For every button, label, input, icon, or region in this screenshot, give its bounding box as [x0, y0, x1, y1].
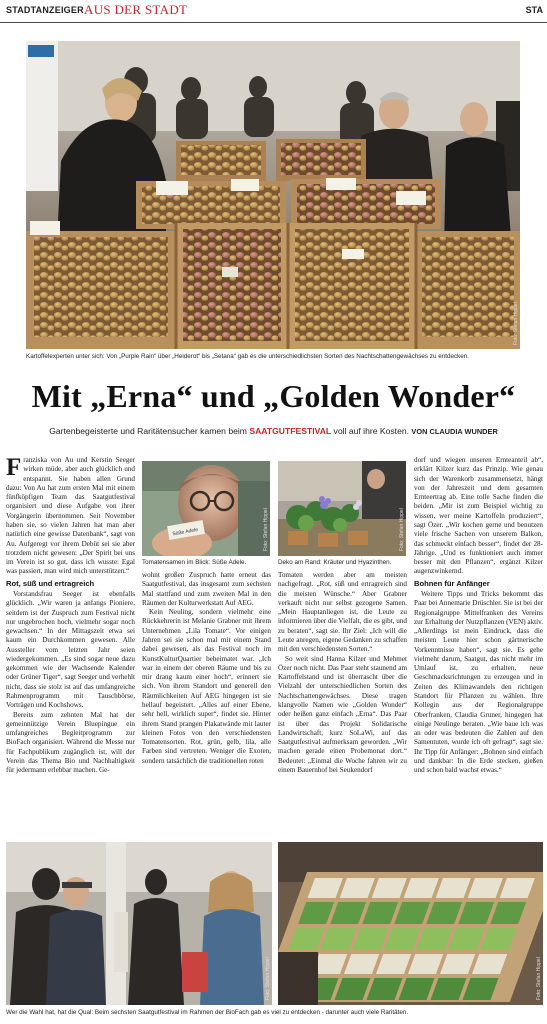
location-label: AUS DER STADT: [84, 2, 188, 17]
bottom-photo-right: [278, 842, 543, 1005]
article-column-3: [278, 571, 407, 836]
article-column-4: [414, 456, 543, 836]
herb-photo-credit: Foto: Stefan Hippel: [399, 508, 405, 551]
herb-photo-caption: Deko am Rand: Kräuter und Hyazinthen.: [278, 559, 392, 566]
article-column-1: [6, 456, 135, 836]
paragraph: dorf und wiegen unseren Ernteanteil ab“, erklärt Kilzer kurz das Prinzip. Wie genau sich der Warenkorb zusammensetzt, hängt von der Jahreszeit und dem gesamten Ernteertrag ab. Eine tolle Sache finden die beiden. „Mir ist zum Beispiel wichtig zu wissen, wer meine Kartoffeln produziert“, sagt Özer. „Wir kochen gerne und benutzen viele frische Sachen von unserem Balkon, das schmeckt einfach besser“, findet der 28-Jährige. „Und es funktioniert auch immer besser mit den Pflanzen“, ergänzt Kilzer augenzwinkernd.: [414, 456, 543, 576]
potato-market-illustration: [26, 41, 520, 349]
seed-packets-illustration: [278, 842, 543, 1005]
paragraph: Bereits zum zehnten Mal hat der gemeinnützige Verein Bluepingue ein umfangreiches Begleitprogramm zur BioFach organisiert. Während die Messe nur für Fachpublikum zugänglich ist, will der Verein das Thema Bio und Nachhaltigkeit für jedermann erlebbar machen. Ge-: [6, 710, 135, 775]
edition-label: STA: [525, 5, 543, 15]
paragraph: Kein Neuling, sondern vielmehr eine Rückkehrerin ist Melanie Grabner mit ihrem Unternehmen „Lila Tomate“. Vor einigen Jahren sei sie schon mal mit einem Stand dabei gewesen, als das Festival noch im KunstKulturQuartier beheimatet war. „Ich war in einem der oberen Räume und bis zu mir drang kaum einer hoch“, erinnert sie sich. Von ihrem Standort und generell den Räumlichkeiten Auf AEG hingegen ist sie hellauf begeistert. „Alles auf einer Ebene, sehr hell, wirklich super“, findet sie. Hinter ihrem Stand prangen Plakatwände mit lauter kleinen Fotos von den verschiedensten Tomatensorten. Rot, grün, gelb, lila, alle Farben sind vertreten. Weniger die Exoten, sondern tatsächlich die traditionellen roten: [142, 608, 271, 765]
subheading-rot-suess: Rot, süß und ertragreich: [6, 578, 95, 588]
subline-text-end: voll auf ihre Kosten.: [331, 426, 410, 436]
drop-cap: F: [6, 456, 22, 481]
bottom-left-credit: Foto: Stefan Hippel: [265, 957, 271, 1000]
seed-packet-label: Süße Adele: [172, 526, 199, 538]
subline-text: Gartenbegeisterte und Raritätensucher kamen beim: [49, 426, 250, 436]
crowd-illustration: [6, 842, 272, 1005]
main-photo-credit: Foto: Stefan Hippel: [513, 302, 519, 345]
article-column-2: [142, 571, 271, 836]
main-photo-caption: Kartoffelexperten unter sich: Von „Purple Rain“ über „Heiderot“ bis „Setana“ gab es die unterschiedlichsten Sorten des Nachtschattengewächses zu entdecken.: [26, 353, 470, 360]
subheading-bohnen: Bohnen für Anfänger: [414, 578, 490, 588]
page-header: [0, 0, 547, 23]
bottom-photo-caption: Wer die Wahl hat, hat die Qual: Beim sechsten Saatgutfestival im Rahmen der BioFach gab es viel zu entdecken - darunter auch viele Raritäten.: [6, 1009, 409, 1016]
paragraph: Weitere Tipps und Tricks bekommt das Paar bei Annemarie Drüschler. Sie ist bei der Regionalgruppe Mittelfranken des Vereins zur Erhaltung der Nutzpflanzen (VEN) aktiv. „Allerdings ist mein Eindruck, dass die meisten Leute hier schon gärtnerische Vorkenntnisse haben“, sagt sie. Es gehe vielmehr darum, Saatgut, das nicht mehr im Umlauf ist, zu erhalten, neue Geschmacksrichtungen zu erzeugen und in Zeiten des Klimawandels den richtigen Standort für Pflanzen zu wählen. Ihre Kollegin aus der Regionalgruppe Oberfranken, Claudia Gruner, hingegen hat einige Neulinge beraten. „Wie baue ich was an oder was bedeuten die Zahlen auf den Samentuten, wurde ich oft gefragt“, sagt sie. Ihr Tipp für Anfänger: „Bohnen sind einfach und dankbar: In die Erde stecken, gießen und schon bald wachst etwas.“: [414, 589, 543, 775]
section-label: STADTANZEIGER: [6, 5, 84, 15]
paragraph: wohnt großen Zuspruch hatte erneut das Saatgutfestival, das insgesamt zum sechsten Mal stattfand und zum zweiten Mal in den Räumen der Kulturwerkstatt Auf AEG.: [142, 571, 271, 607]
tomato-seed-photo: [142, 461, 270, 556]
intro-paragraph: Franziska von Au und Kerstin Seeger wirken müde, aber auch glücklich und entspannt. Sie haben allen Grund dazu: Von Au hat zum ersten Mal mit einem fünfköpfigen Team das Saatgutfestival organisiert und diese Aufgabe von ihrer Vorgängerin übernommen. Seit November haben sie, so vielen Jahren hat man aber natürlich eine gewisse Datenbank“, sagt von Au. Aufgeregt vor ihrem Debüt sei sie aber trotzdem nicht gewesen: „Der Spirit bei uns im Verein ist so gut, dass ich wusste: Egal was passiert, man wird mich unterstützen.“: [6, 456, 135, 576]
subline-highlight: SAATGUTFESTIVAL: [249, 426, 332, 436]
tomato-photo-caption: Tomatensamen im Blick: Süße Adele.: [142, 559, 247, 566]
paragraph: Tomaten werden aber am meisten nachgefragt. „Rot, süß und ertragreich sind die meisten Wünsche.“ Aber Grabner verkauft nicht nur selbst gezogene Samen. „Mein Hauptanliegen ist, die Leute zu informieren über die Vielfalt, die es gibt, und zu beraten“, sagt sie. Ihr Ziel: „Ich will die Leute anregen, eigene Gedanken zu schaffen mit den verschiedensten Sorten.“: [278, 571, 407, 654]
paragraph: Vorstandsfrau Seeger ist ebenfalls glücklich. „Wir waren ja anfangs Pioniere, seitdem ist der Zuspruch zum Festival nicht nur ungebrochen hoch, vielmehr sogar noch gewachsen.“ In der Mittagszeit etwa sei kaum ein Durchkommen gewesen. Alle Aussteller vom letzten Jahr seien wiedergekommen. „Es sind sogar neue dazu gekommen wie der Wachsende Kalender oder Grüner Tiger“, sagt Seeger und verhehlt nicht, dass sie stolz ist auf das umfangreiche Rahmenprogramm mit Tauschbörse, Vorträgen und Kochshows.: [6, 589, 135, 710]
headline: Mit „Erna“ und „Golden Wonder“: [31, 378, 516, 414]
author: VON CLAUDIA WUNDER: [411, 427, 498, 436]
main-photo: [26, 41, 520, 349]
tomato-seed-illustration: [142, 461, 270, 556]
bottom-right-credit: Foto: Stefan Hippel: [536, 957, 542, 1000]
herbs-illustration: [278, 461, 406, 556]
tomato-photo-credit: Foto: Stefan Hippel: [263, 508, 269, 551]
paragraph: So weit sind Hanna Kilzer und Mehmet Özer noch nicht. Das Paar steht staunend am Kartoffelstand und ist überrascht über die Vielzahl der unterschiedlichen Sorten des Nachtschattengewächses. Diese tragen klangvolle Namen wie „Golden Wonder“ oder heißen ganz einfach „Erna“. Das Paar ist über das Projekt Solidarische Landwirtschaft, kurz SoLaWi, auf das Saatgutfestival aufmerksam geworden. „Wir machen gerade einen Probemonat dort.“ Bedeutet: „Einmal die Woche fahren wir zu einem Bauernhof bei Seukendorf: [278, 654, 407, 774]
subline: [0, 426, 547, 436]
herb-deco-photo: [278, 461, 406, 556]
bottom-photo-left: [6, 842, 272, 1005]
